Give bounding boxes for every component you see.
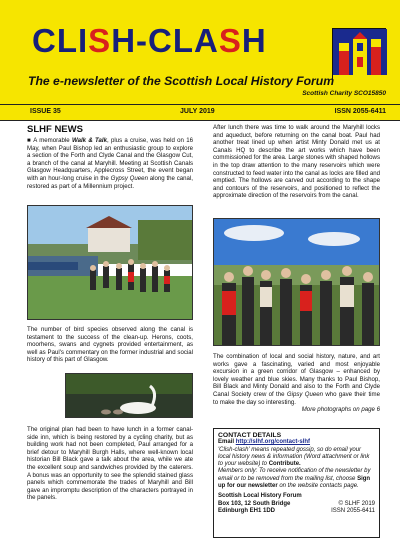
article-para-2: The number of bird species observed along the canal is testament to the success of the clean-up. Herons, coots, moorhens, swans and cygnets provided entertainment, as well as Paul's commentary on the former industrial and social history of this part of Glasgow. <box>27 326 193 364</box>
contact-clish-text: 'Clish-clash' means repeated gossip, so do email your local history news & information (Word attachment or link to your website) to Contribute. <box>218 446 370 468</box>
contact-heading: CONTACT DETAILS <box>218 432 282 439</box>
contact-members-text: Members only: To receive notification of the newsletter by email or to be removed from the mailing list, choose Sign up for our newsletter on the website contacts page. <box>218 468 371 490</box>
article-para-4: After lunch there was time to walk around the Maryhill locks and aqueduct, before returning on the canal boat. Paul had another treat lined up when artist Minty Donald met us at Canals HQ to describe the art works which have been commissioned for the area. Large stones with shaped hollows in the top draw attention to the many reservoirs which were constructed to feed water into the canal as locks are filled and emptied. The hollows are carved out according to the shape and contours of the reservoirs, and positioned to reflect the approximate direction of the reservoirs from the canal. <box>213 124 380 200</box>
issue-number: ISSUE 35 <box>30 108 61 115</box>
photo-group-canal <box>27 205 193 320</box>
contribute-link[interactable]: Contribute. <box>268 461 301 468</box>
charity-number: Scottish Charity SCO15850 <box>302 90 386 97</box>
title-part: H <box>241 22 267 59</box>
contact-org: Scottish Local History Forum <box>218 493 302 500</box>
issue-bar <box>0 104 400 121</box>
article-para-5: The combination of local and social history, nature, and art works gave a fascinating, varied and most enjoyable excursion in a green corridor of Glasgow – enhanced by lovely weather and blue skies. Many thanks to Paul Bishop, Bill Black and Minty Donald and also to the Forth and Clyde Canal Society crew of the Gipsy Queen who gave their time to make the day so interesting. More photographs on page 6 <box>213 353 380 414</box>
more-photos-note: More photographs on page 6 <box>301 406 380 414</box>
photo-group-sky <box>213 218 380 346</box>
masthead <box>0 0 400 104</box>
contact-details-box <box>213 428 380 538</box>
photo-swan <box>65 373 193 418</box>
title-part: CLI <box>32 22 89 59</box>
title-red-letter: S <box>88 22 112 59</box>
contact-email-line: Email http://slhf.org/contact-slhf <box>218 439 311 446</box>
newsletter-title <box>32 22 267 60</box>
contact-city: Edinburgh EH1 1DD ISSN 2055-6411 <box>218 507 375 514</box>
contact-email-link[interactable]: http://slhf.org/contact-slhf <box>235 439 311 446</box>
article-para-3: The original plan had been to have lunch in a former canal-side inn, which is being restored by a cycling charity, but as building work had not been completed, Paul arranged for a brief detour to Maryhill Burgh Halls, where well-known local historian Bill Black gave a talk about the area, while we ate the excellent soup and sandwiches provided by the caterers. A bonus was an opportunity to see the splendid stained glass panels which commemorate the trades of Maryhill and Bill gave an impromptu description of the characters portrayed in the panels. <box>27 426 193 502</box>
crest-logo-icon <box>332 28 386 82</box>
newsletter-subtitle: The e-newsletter of the Scottish Local History Forum <box>28 74 335 88</box>
signup-link[interactable]: Sign up for our newsletter <box>218 475 371 490</box>
issue-date: JULY 2019 <box>180 108 215 115</box>
issue-issn: ISSN 2055-6411 <box>334 108 386 115</box>
article-para-1: ■ A memorable Walk & Talk, plus a cruise, was held on 16 May, when Paul Bishop led an enthusiastic group to explore a section of the Forth and Clyde Canal and the Glasgow Cut, a branch of the canal at Maryhill. Meeting at Scottish Canals Glasgow Headquarters, Applecross Street, the event began with an hour-long cruise in the Gypsy Queen along the canal, restored as part of a Millennium project. <box>27 137 193 190</box>
title-red-letter: S <box>218 22 242 59</box>
contact-box: Box 103, 12 South Bridge © SLHF 2019 <box>218 500 375 507</box>
title-part: H-CLA <box>111 22 219 59</box>
section-heading: SLHF NEWS <box>27 124 83 135</box>
